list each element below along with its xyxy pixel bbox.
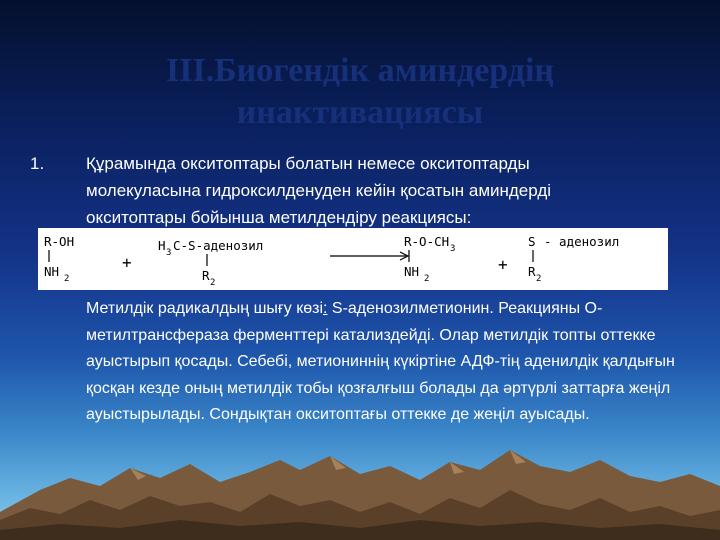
- list-text: Құрамында окситоптары болатын немесе окситоптарды молекуласына гидроксилденуден кейін қосатын аминдерді окситоптары бойынша метилдендіру реакциясы:: [86, 154, 552, 227]
- reactant-2-r: R: [202, 268, 210, 283]
- paragraph-lead: Метилдік радикалдың шығу көзі: [86, 300, 323, 317]
- explanation-paragraph: [86, 296, 686, 429]
- mountains-image: [0, 420, 720, 540]
- paragraph-colon: :: [323, 300, 328, 317]
- reaction-diagram: [38, 228, 668, 290]
- reactant-1-amine: NH: [44, 264, 60, 279]
- product-1-amine-sub: 2: [424, 274, 430, 284]
- list-number: 1.: [30, 154, 45, 173]
- reactant-2-group: C-S-аденозил: [173, 238, 264, 253]
- product-2-s: S: [528, 234, 536, 249]
- product-2-group: - аденозил: [544, 234, 620, 249]
- title-line-1: ІІІ.Биогендік аминдердің: [166, 52, 554, 89]
- plus-sign-right: +: [498, 255, 508, 274]
- reactant-2-r-sub: 2: [210, 278, 216, 288]
- slide-title: [60, 50, 660, 134]
- reactant-2-h-sub: 3: [166, 248, 172, 258]
- product-2-r: R: [528, 264, 536, 279]
- paragraph-body: S-аденозилметионин. Реакцияны О-метилтрансфераза ферменттері катализдейді. Олар метилдік топты оттекке ауыстырып қосады. Себебі, метиониннің күкіртіне АДФ-тің аденилдік қалдығын қосқан кезде оның метилдік тобы қозғалғыш болады да әртүрлі заттарға жеңіл ауыстырылады. Сондықтан окситоптағы оттекке де жеңіл ауысады.: [86, 300, 675, 423]
- product-1-group: R-O-CH: [404, 234, 450, 249]
- reactant-1-amine-sub: 2: [64, 274, 70, 284]
- reaction-equation: [38, 228, 668, 290]
- title-line-2: инактивациясы: [236, 94, 484, 131]
- reactant-2-h: H: [158, 238, 166, 253]
- plus-sign-left: +: [122, 253, 132, 272]
- product-1-group-sub: 3: [450, 244, 456, 254]
- product-2-r-sub: 2: [536, 274, 542, 284]
- reactant-1-group: R-OH: [44, 234, 75, 249]
- product-1-amine: NH: [404, 264, 420, 279]
